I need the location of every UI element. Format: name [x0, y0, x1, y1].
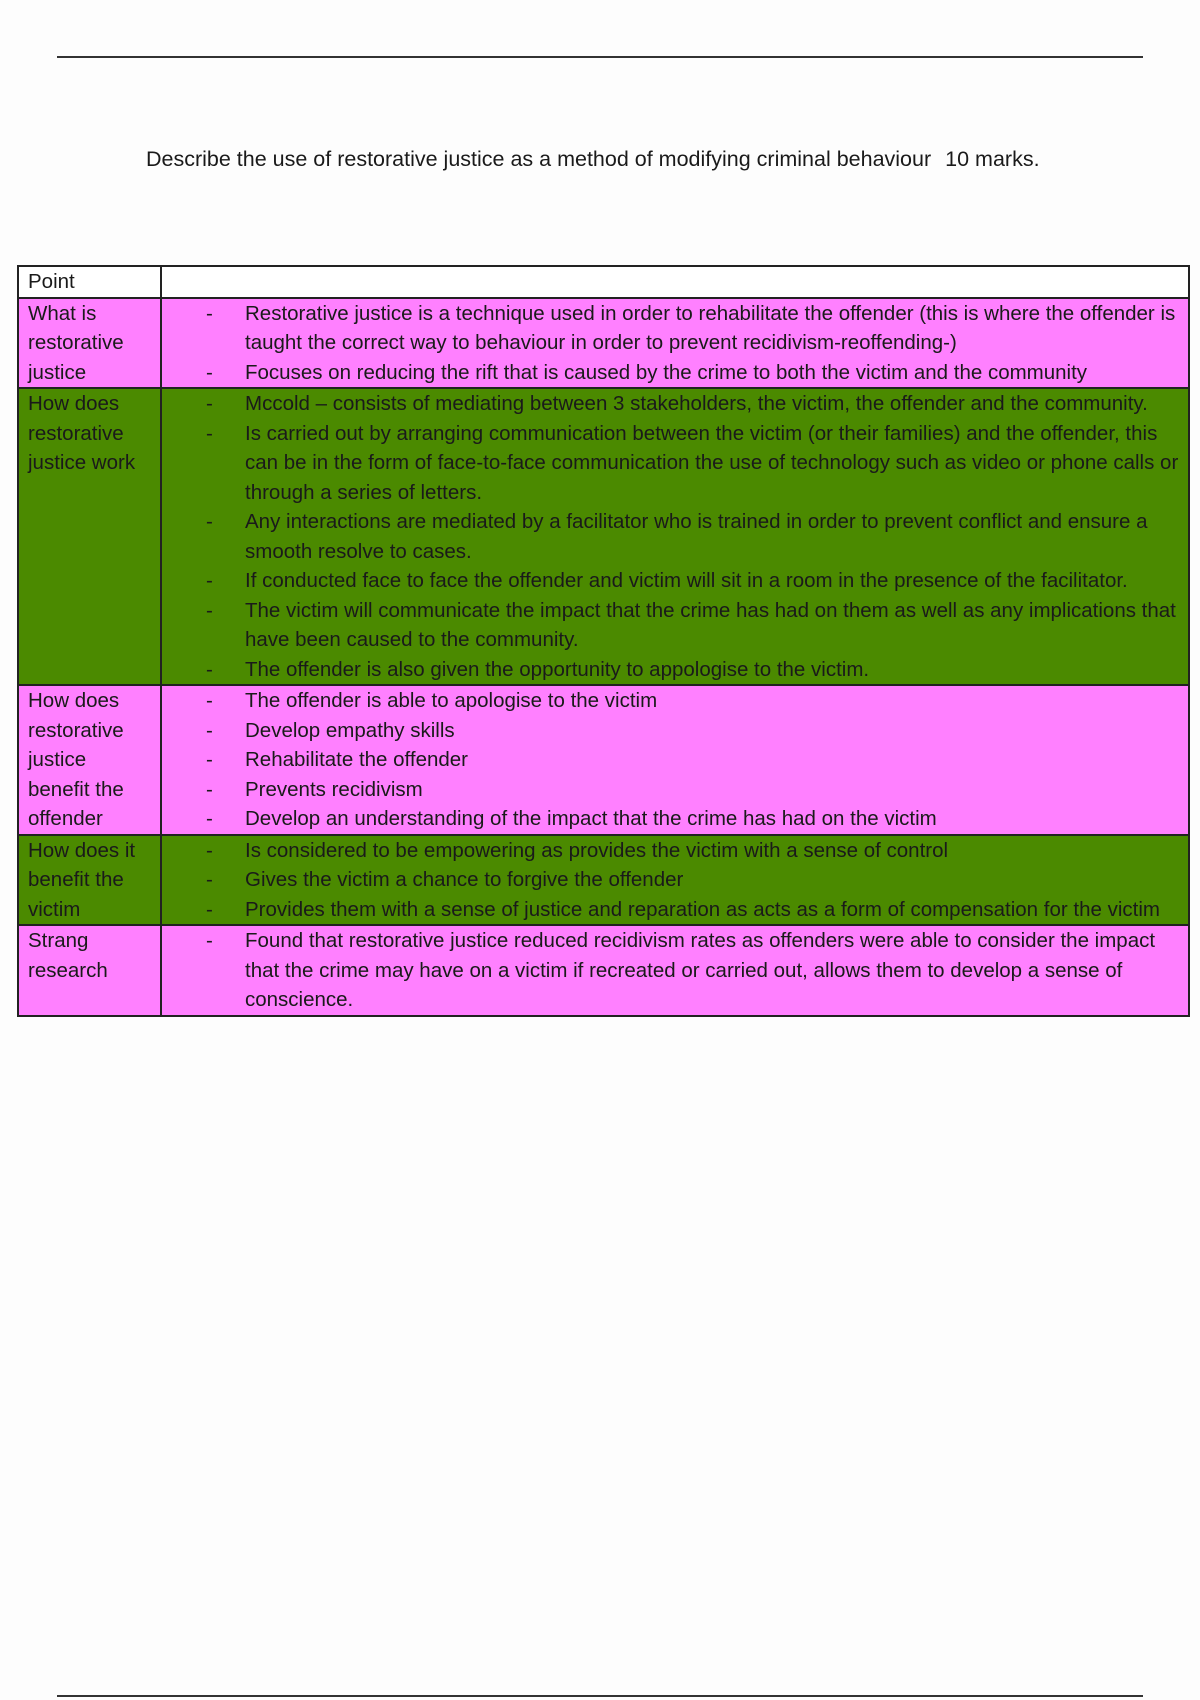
list-item: - Rehabilitate the offender — [245, 745, 1180, 775]
row-points — [161, 685, 1189, 835]
row-label: What is restorative justice — [18, 298, 161, 389]
table-row-strang-research — [18, 925, 1189, 1016]
list-item: - The offender is also given the opportunity to appologise to the victim. — [245, 655, 1180, 685]
row-points — [161, 925, 1189, 1016]
row-label: How does restorative justice benefit the offender — [18, 685, 161, 835]
row-label: Strang research — [18, 925, 161, 1016]
bottom-divider — [57, 1695, 1143, 1697]
list-item: - The offender is able to apologise to the victim — [245, 686, 1180, 716]
table-row-benefit-offender — [18, 685, 1189, 835]
list-item: - Prevents recidivism — [245, 775, 1180, 805]
list-item: - Gives the victim a chance to forgive the offender — [245, 865, 1180, 895]
list-item: - Focuses on reducing the rift that is caused by the crime to both the victim and the community — [245, 358, 1180, 388]
question-marks-value: 10 — [945, 147, 970, 171]
table-header-point: Point — [18, 266, 161, 298]
notes-table — [17, 265, 1190, 1017]
list-item: - If conducted face to face the offender and victim will sit in a room in the presence of the facilitator. — [245, 566, 1180, 596]
list-item: - Develop an understanding of the impact that the crime has had on the victim — [245, 804, 1180, 834]
list-item: - Restorative justice is a technique used in order to rehabilitate the offender (this is where the offender is taught the correct way to behaviour in order to prevent recidivism-reoffending-) — [245, 299, 1180, 358]
list-item: - Any interactions are mediated by a facilitator who is trained in order to prevent conflict and ensure a smooth resolve to cases. — [245, 507, 1180, 566]
table-header-empty — [161, 266, 1189, 298]
question-prompt: Describe the use of restorative justice as a method of modifying criminal behaviour — [146, 147, 932, 171]
row-points — [161, 298, 1189, 389]
list-item: - Is considered to be empowering as provides the victim with a sense of control — [245, 836, 1180, 866]
question-marks-word: marks. — [975, 147, 1040, 171]
list-item: - Develop empathy skills — [245, 716, 1180, 746]
question-text — [146, 144, 1046, 174]
table-header-row — [18, 266, 1189, 298]
list-item: - The victim will communicate the impact that the crime has had on them as well as any implications that have been caused to the community. — [245, 596, 1180, 655]
list-item: - Mccold – consists of mediating between 3 stakeholders, the victim, the offender and the community. — [245, 389, 1180, 419]
list-item: - Is carried out by arranging communication between the victim (or their families) and the offender, this can be in the form of face-to-face communication the use of technology such as video or phone calls or through a series of letters. — [245, 419, 1180, 508]
list-item: - Found that restorative justice reduced recidivism rates as offenders were able to consider the impact that the crime may have on a victim if recreated or carried out, allows them to develop a sense of conscience. — [245, 926, 1180, 1015]
top-divider — [57, 56, 1143, 58]
list-item: - Provides them with a sense of justice and reparation as acts as a form of compensation for the victim — [245, 895, 1180, 925]
table-row-how-it-works — [18, 388, 1189, 685]
table-row-what-is — [18, 298, 1189, 389]
row-points — [161, 835, 1189, 926]
row-label: How does it benefit the victim — [18, 835, 161, 926]
row-points — [161, 388, 1189, 685]
table-row-benefit-victim — [18, 835, 1189, 926]
row-label: How does restorative justice work — [18, 388, 161, 685]
